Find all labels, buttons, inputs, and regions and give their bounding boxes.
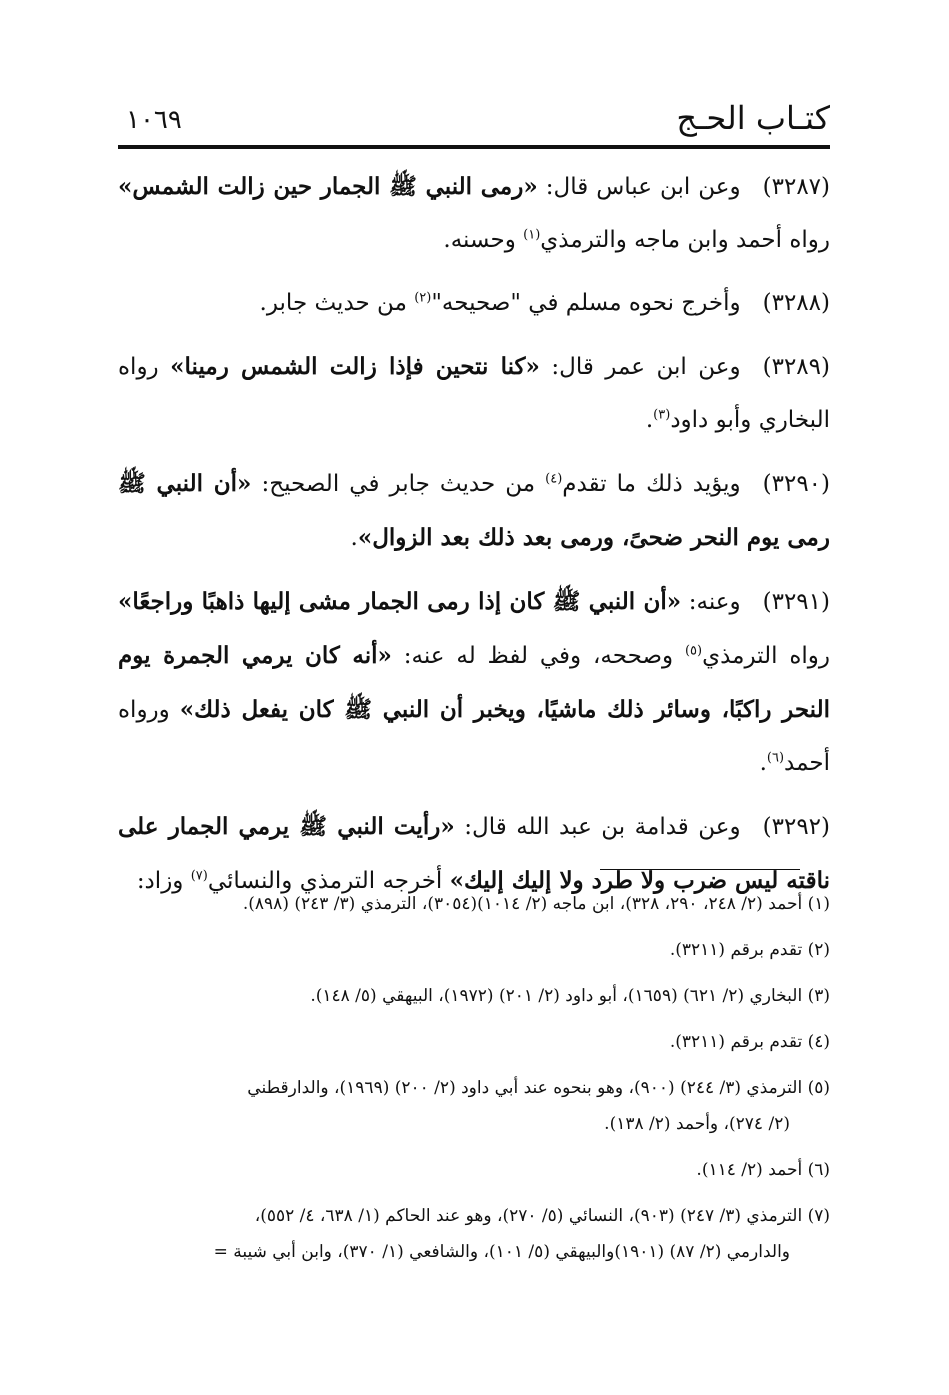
footnote-separator — [600, 869, 800, 870]
footnote-6 — [118, 1152, 830, 1198]
hadith-tail: . — [645, 407, 654, 433]
hadith-quote-2: «أنه كان يرمي الجمرة يوم النحر راكبًا، وسائر ذلك ماشيًا، ويخبر أن النبي ﷺ كان يفعل ذلك» — [118, 642, 831, 723]
hadith-intro: وعن قدامة بن عبد الله قال: — [454, 814, 741, 840]
footnote-text: (٧) الترمذي (٣/ ٢٤٧) (٩٠٣)، النسائي (٥/ ٢٧٠)، وهو عند الحاكم (١/ ٦٣٨، ٤/ ٥٥٢)، — [254, 1206, 830, 1226]
footnote-ref: (٢) — [414, 290, 432, 306]
header-rule — [118, 145, 830, 149]
hadith-quote: «أن النبي ﷺ رمى يوم النحر ضحىً، ورمى بعد ذلك بعد الزوال» — [118, 470, 830, 551]
footnote-ref: (٥) — [684, 643, 703, 659]
hadith-number: (٣٢٩٠) — [762, 471, 831, 497]
footnote-continuation: والدارمي (٢/ ٨٧) (١٩٠١)والبيهقي (٥/ ١٠١)، والشافعي (١/ ٣٧٠)، وابن أبي شيبة = — [213, 1242, 790, 1262]
hadith-intro: ويؤيد ذلك ما تقدم — [562, 471, 741, 497]
footnote-continuation: (٢/ ٢٧٤)، وأحمد (٢/ ١٣٨). — [604, 1114, 790, 1134]
hadith-intro: وأخرج نحوه مسلم في "صحيحه" — [431, 290, 741, 316]
footnote-text: (٤) تقدم برقم (٣٢١١). — [669, 1032, 830, 1052]
footnote-4 — [118, 1024, 830, 1070]
page-number: ١٠٦٩ — [126, 105, 182, 135]
footnote-ref: (١) — [523, 227, 541, 243]
hadith-3288 — [118, 277, 830, 330]
hadith-3290 — [118, 457, 830, 565]
hadith-quote: «رأيت النبي ﷺ يرمي الجمار على ناقته ليس ضرب ولا طرد ولا إليك إليك» — [118, 813, 830, 894]
hadith-quote: «رمى النبي ﷺ الجمار حين زالت الشمس» — [118, 173, 538, 200]
hadith-tail: وحسنه. — [443, 227, 524, 253]
hadith-number: (٣٢٩١) — [762, 589, 830, 615]
footnote-5 — [118, 1070, 830, 1152]
hadith-source: من حديث جابر في الصحيح: — [251, 471, 546, 497]
hadith-source-3: ورواه أحمد — [118, 697, 830, 776]
hadith-intro: وعن ابن عمر قال: — [539, 354, 741, 380]
hadith-quote: «كنا نتحين فإذا زالت الشمس رمينا» — [170, 353, 540, 380]
hadith-3289 — [118, 340, 830, 447]
hadith-number: (٣٢٨٩) — [762, 354, 830, 380]
footnote-ref: (٦) — [766, 750, 785, 766]
footnote-3 — [118, 978, 830, 1024]
hadith-source: رواه أحمد وابن ماجه والترمذي — [540, 227, 830, 253]
footnote-text: (٣) البخاري (٢/ ٦٢١) (١٦٥٩)، أبو داود (٢/ ٢٠١) (١٩٧٢)، البيهقي (٥/ ١٤٨). — [310, 986, 830, 1006]
hadith-3291 — [118, 575, 830, 790]
hadith-number: (٣٢٨٨) — [762, 290, 830, 316]
footnote-text: (٢) تقدم برقم (٣٢١١). — [669, 940, 830, 960]
hadith-source-2: وصححه، وفي لفظ له عنه: — [391, 643, 685, 669]
footnote-ref: (٣) — [653, 407, 671, 423]
hadith-source: أخرجه الترمذي والنسائي — [207, 868, 450, 894]
hadith-3287 — [118, 160, 830, 267]
hadith-number: (٣٢٨٧) — [762, 174, 831, 200]
footnote-ref: (٤) — [545, 471, 563, 487]
hadith-quote: «أن النبي ﷺ كان إذا رمى الجمار مشى إليها ذاهبًا وراجعًا» — [118, 588, 682, 615]
hadith-tail: . — [759, 750, 767, 776]
page-header — [118, 98, 830, 142]
hadith-source: رواه الترمذي — [702, 643, 831, 669]
chapter-title: كتـاب الحـج — [676, 99, 830, 137]
footnote-2 — [118, 932, 830, 978]
hadith-tail: وزاد: — [136, 868, 191, 894]
footnote-7 — [118, 1198, 830, 1280]
footnotes — [118, 886, 830, 1280]
hadith-intro: وعنه: — [681, 589, 741, 615]
footnote-text: (٦) أحمد (٢/ ١١٤). — [696, 1160, 830, 1180]
main-text — [118, 160, 830, 918]
footnote-text: (٥) الترمذي (٣/ ٢٤٤) (٩٠٠)، وهو بنحوه عند أبي داود (٢/ ٢٠٠) (١٩٦٩)، والدارقطني — [247, 1078, 830, 1098]
hadith-intro: وعن ابن عباس قال: — [537, 174, 741, 200]
footnote-1 — [118, 886, 830, 932]
footnote-ref: (٧) — [190, 868, 208, 884]
hadith-tail: . — [350, 525, 358, 551]
hadith-tail: من حديث جابر. — [259, 290, 415, 316]
hadith-source: رواه البخاري وأبو داود — [118, 354, 830, 433]
footnote-text: (١) أحمد (٢/ ٢٤٨، ٢٩٠، ٣٢٨)، ابن ماجه (٢/ ١٠١٤)(٣٠٥٤)، الترمذي (٣/ ٢٤٣) (٨٩٨). — [242, 894, 830, 914]
hadith-number: (٣٢٩٢) — [762, 814, 831, 840]
